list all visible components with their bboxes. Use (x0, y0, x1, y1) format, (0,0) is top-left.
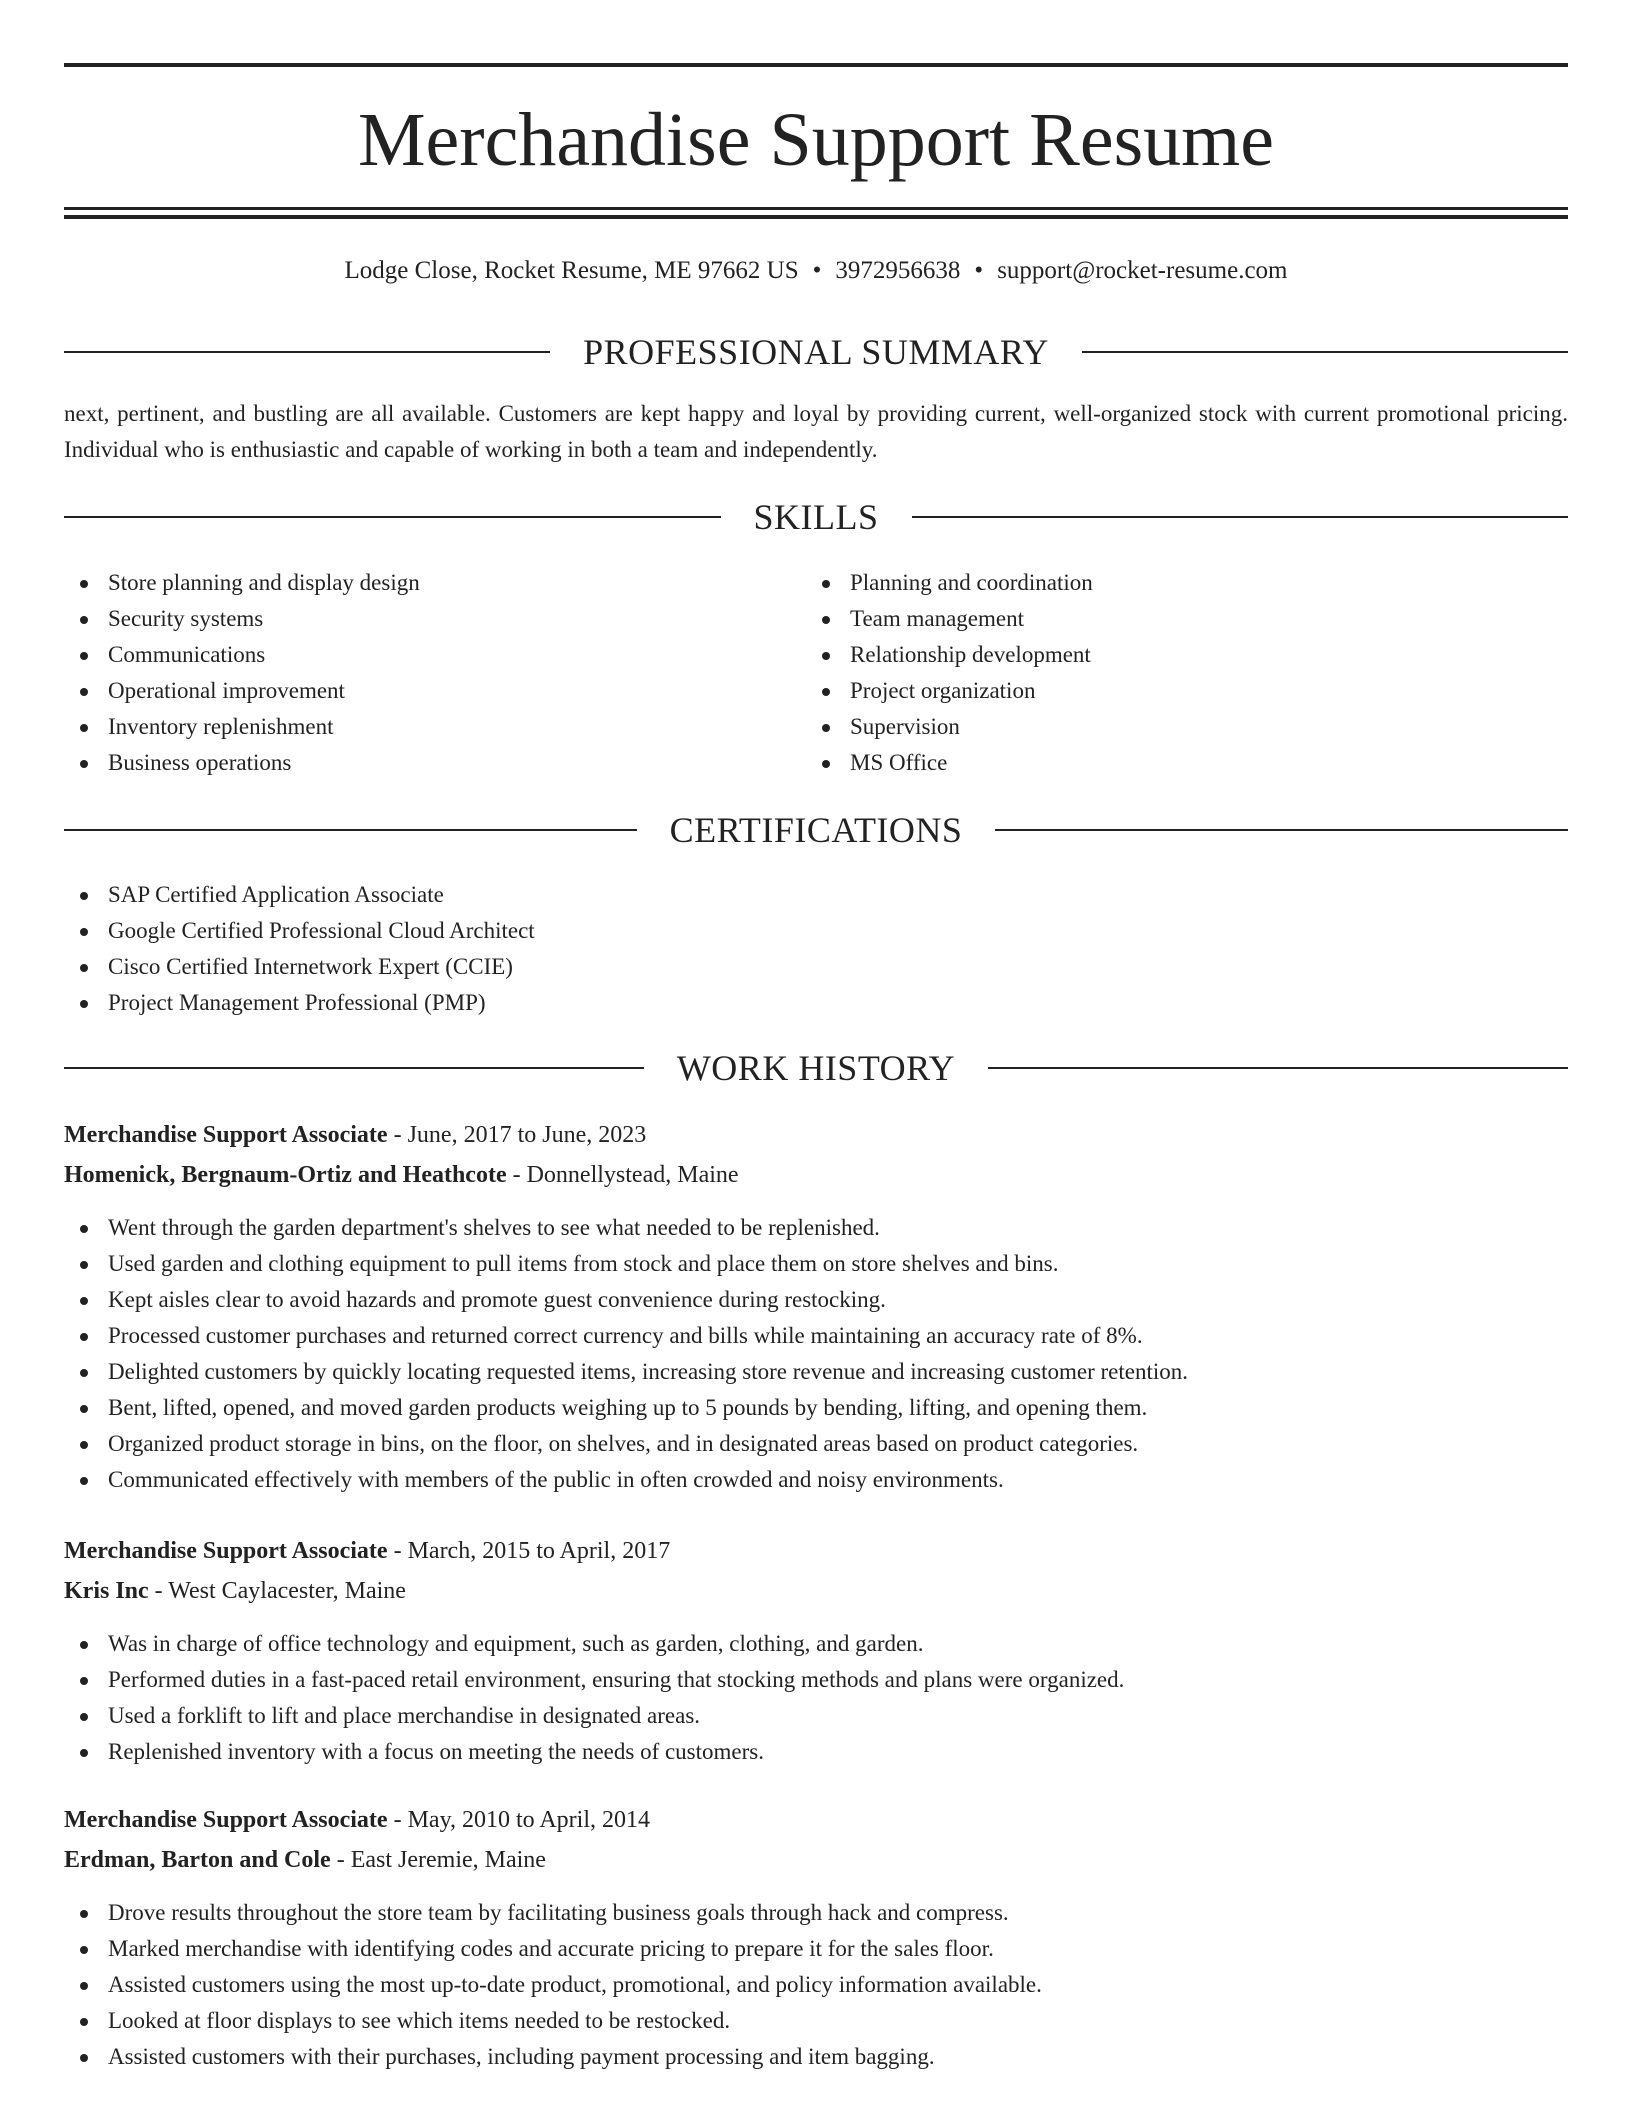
certification-item: Project Management Professional (PMP) (64, 985, 1568, 1021)
skill-item: Inventory replenishment (64, 709, 804, 745)
contact-line (64, 254, 1568, 288)
skill-item: Relationship development (806, 637, 1546, 673)
skill-item: Planning and coordination (806, 565, 1546, 601)
work-history-heading (64, 1046, 1568, 1090)
job-bullet: Used garden and clothing equipment to pull items from stock and place them on store shelves and bins. (64, 1246, 1568, 1282)
skill-item: Team management (806, 601, 1546, 637)
skills-heading-label: SKILLS (753, 497, 879, 537)
job-bullet: Performed duties in a fast-paced retail environment, ensuring that stocking methods and plans were organized. (64, 1662, 1568, 1698)
job-title-line (64, 1802, 1568, 1838)
contact-phone: 3972956638 (835, 257, 961, 284)
job-bullet: Kept aisles clear to avoid hazards and promote guest convenience during restocking. (64, 1282, 1568, 1318)
skill-item: Project organization (806, 673, 1546, 709)
skills-heading (64, 495, 1568, 539)
job-company: Homenick, Bergnaum-Ortiz and Heathcote (64, 1162, 507, 1188)
skill-item: Store planning and display design (64, 565, 804, 601)
certifications-list (64, 877, 1568, 1021)
job-bullets (64, 1210, 1568, 1498)
job-dates: - March, 2015 to April, 2017 (387, 1538, 671, 1564)
job-bullet: Assisted customers with their purchases, including payment processing and item bagging. (64, 2039, 1568, 2075)
contact-separator: • (812, 257, 822, 284)
job-company: Erdman, Barton and Cole (64, 1847, 331, 1873)
skill-item: Security systems (64, 601, 804, 637)
job-bullet: Replenished inventory with a focus on meeting the needs of customers. (64, 1734, 1568, 1770)
skills-list-left (64, 565, 804, 781)
job-bullet: Communicated effectively with members of the public in often crowded and noisy environments. (64, 1462, 1568, 1498)
skill-item: Operational improvement (64, 673, 804, 709)
contact-email: support@rocket-resume.com (997, 257, 1288, 284)
contact-address: Lodge Close, Rocket Resume, ME 97662 US (344, 257, 799, 284)
job-dates: - May, 2010 to April, 2014 (387, 1807, 651, 1833)
contact-separator: • (974, 257, 984, 284)
resume-title: Merchandise Support Resume (357, 98, 1275, 182)
job-company-line (64, 1573, 1568, 1609)
job-title: Merchandise Support Associate (64, 1122, 388, 1148)
job-bullet: Marked merchandise with identifying codes and accurate pricing to prepare it for the sales floor. (64, 1931, 1568, 1967)
skill-item: MS Office (806, 745, 1546, 781)
skill-item: Communications (64, 637, 804, 673)
job-company-line (64, 1842, 1568, 1878)
job-bullet: Assisted customers using the most up-to-date product, promotional, and policy information available. (64, 1967, 1568, 2003)
skills-list-right (806, 565, 1546, 781)
job-bullet: Went through the garden department's shelves to see what needed to be replenished. (64, 1210, 1568, 1246)
summary-heading-label: PROFESSIONAL SUMMARY (583, 332, 1049, 372)
top-rule (64, 63, 1568, 67)
skill-item: Business operations (64, 745, 804, 781)
job-bullets (64, 1626, 1568, 1770)
skill-item: Supervision (806, 709, 1546, 745)
job-title-line (64, 1117, 1568, 1153)
certifications-heading (64, 808, 1568, 852)
job-dates: - June, 2017 to June, 2023 (387, 1122, 647, 1148)
job-bullet: Processed customer purchases and returned correct currency and bills while maintaining an accuracy rate of 8%. (64, 1318, 1568, 1354)
job-bullet: Bent, lifted, opened, and moved garden products weighing up to 5 pounds by bending, lifting, and opening them. (64, 1390, 1568, 1426)
job-company: Kris Inc (64, 1578, 149, 1604)
certification-item: Cisco Certified Internetwork Expert (CCIE) (64, 949, 1568, 985)
title-double-rule (64, 207, 1568, 219)
job-location: - West Caylacester, Maine (148, 1578, 406, 1604)
job-bullet: Used a forklift to lift and place merchandise in designated areas. (64, 1698, 1568, 1734)
summary-text: next, pertinent, and bustling are all available. Customers are kept happy and loyal by providing current, well-organized stock with current promotional pricing. Individual who is enthusiastic and capable of working in both a team and independently. (64, 401, 1568, 462)
certifications-heading-label: CERTIFICATIONS (669, 810, 963, 850)
job-company-line (64, 1157, 1568, 1193)
job-title-line (64, 1533, 1568, 1569)
job-bullet: Organized product storage in bins, on the floor, on shelves, and in designated areas based on product categories. (64, 1426, 1568, 1462)
certification-item: Google Certified Professional Cloud Architect (64, 913, 1568, 949)
job-location: - East Jeremie, Maine (330, 1847, 546, 1873)
job-bullet: Delighted customers by quickly locating requested items, increasing store revenue and increasing customer retention. (64, 1354, 1568, 1390)
job-bullet: Drove results throughout the store team by facilitating business goals through hack and compress. (64, 1895, 1568, 1931)
summary-heading (64, 330, 1568, 374)
job-bullet: Looked at floor displays to see which items needed to be restocked. (64, 2003, 1568, 2039)
certification-item: SAP Certified Application Associate (64, 877, 1568, 913)
job-location: - Donnellystead, Maine (506, 1162, 739, 1188)
job-title: Merchandise Support Associate (64, 1538, 388, 1564)
job-bullets (64, 1895, 1568, 2075)
work-history-heading-label: WORK HISTORY (676, 1048, 956, 1088)
job-title: Merchandise Support Associate (64, 1807, 388, 1833)
job-bullet: Was in charge of office technology and equipment, such as garden, clothing, and garden. (64, 1626, 1568, 1662)
